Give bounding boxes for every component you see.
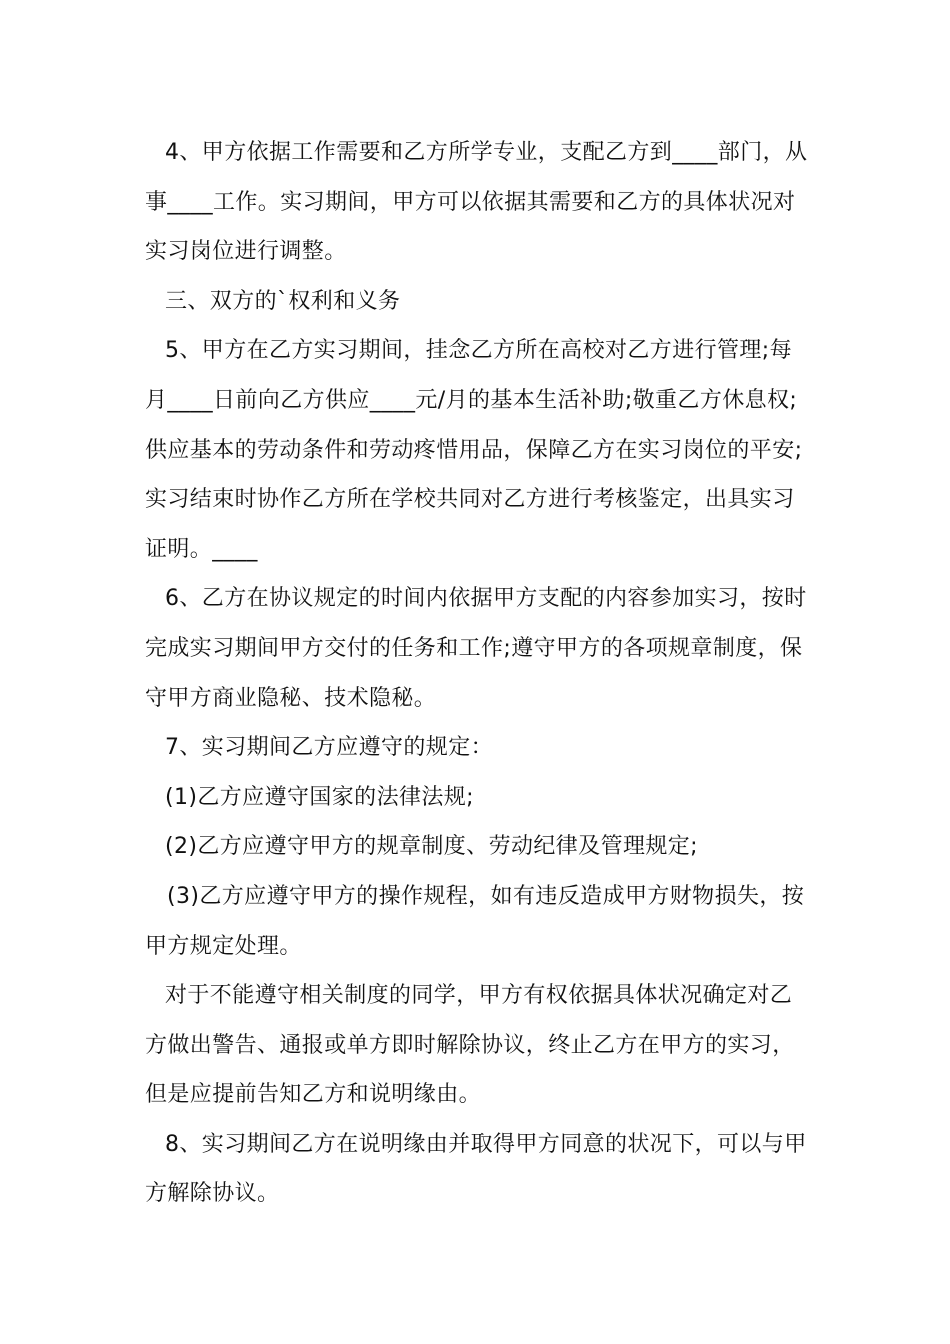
clause-8-paragraph: 8、实习期间乙方在说明缘由并取得甲方同意的状况下，可以与甲方解除协议。 <box>145 1131 807 1207</box>
section-3-heading: 三、双方的`权利和义务 <box>165 288 401 314</box>
clause-5-paragraph: 5、甲方在乙方实习期间，挂念乙方所在高校对乙方进行管理;每月____日前向乙方供应____元/月的基本生活补助;敬重乙方休息权;供应基本的劳动条件和劳动疼惜用品，保障乙方在实习岗位的平安;实习结束时协作乙方所在学校共同对乙方进行考核鉴定，出具实习证明。____ <box>145 338 803 562</box>
clause-7-paragraph: 7、实习期间乙方应遵守的规定： <box>165 735 493 761</box>
rule-3-paragraph: (3)乙方应遵守甲方的操作规程，如有违反造成甲方财物损失，按甲方规定处理。 <box>145 883 805 959</box>
document-body <box>145 128 810 1219</box>
rule-1-paragraph: (1)乙方应遵守国家的法律法规; <box>165 784 474 810</box>
clause-6-paragraph: 6、乙方在协议规定的时间内依据甲方支配的内容参加实习，按时完成实习期间甲方交付的任务和工作;遵守甲方的各项规章制度，保守甲方商业隐秘、技术隐秘。 <box>145 586 807 711</box>
non-compliance-paragraph: 对于不能遵守相关制度的同学，甲方有权依据具体状况确定对乙方做出警告、通报或单方即时解除协议，终止乙方在甲方的实习，但是应提前告知乙方和说明缘由。 <box>145 983 795 1108</box>
clause-4-paragraph: 4、甲方依据工作需要和乙方所学专业，支配乙方到____部门，从事____工作。实习期间，甲方可以依据其需要和乙方的具体状况对实习岗位进行调整。 <box>145 140 808 265</box>
rule-2-paragraph: (2)乙方应遵守甲方的规章制度、劳动纪律及管理规定; <box>165 834 698 860</box>
